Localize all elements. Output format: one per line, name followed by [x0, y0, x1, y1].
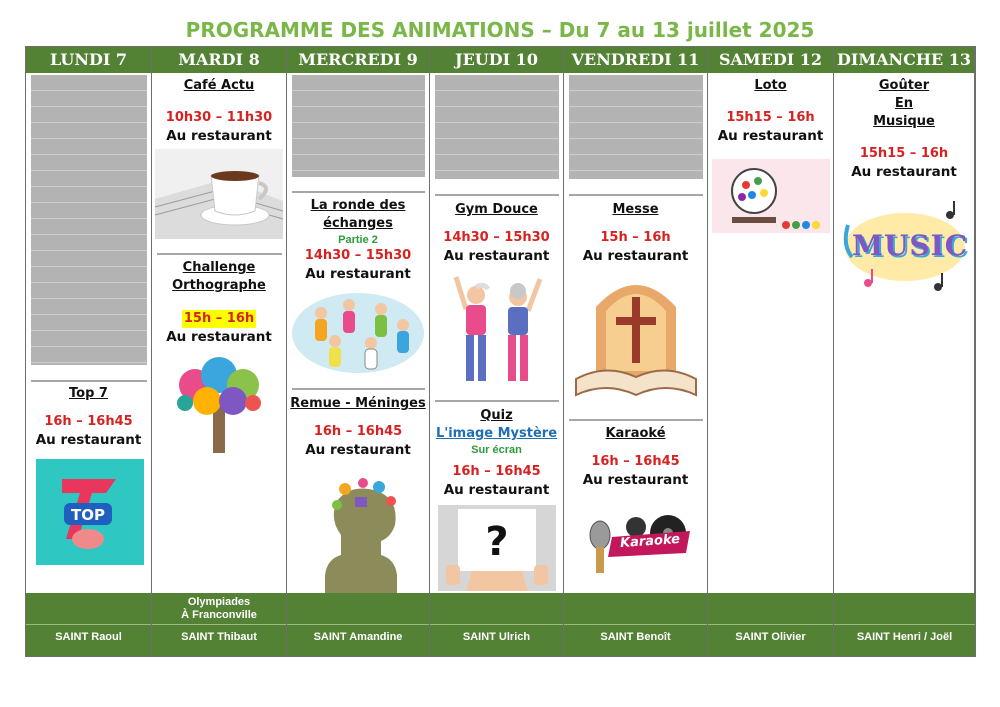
event-subtitle: Sur écran	[471, 444, 522, 456]
event-place: Au restaurant	[166, 329, 272, 345]
event-place: Au restaurant	[582, 248, 689, 264]
separator	[435, 400, 559, 402]
separator	[292, 388, 425, 390]
separator	[569, 194, 703, 196]
saint-name: SAINT Amandine	[313, 631, 403, 643]
event-cafe-actu	[152, 77, 286, 145]
event-loto	[708, 77, 833, 145]
unavailable-block	[31, 75, 147, 365]
saint-name: SAINT Ulrich	[462, 631, 531, 643]
event-gouter-musique	[834, 77, 974, 181]
music-logo-text: MUSIC	[852, 229, 969, 262]
event-quiz	[430, 407, 563, 499]
event-title-line3: Musique	[873, 114, 935, 129]
day-header: SAMEDI 12	[708, 47, 833, 73]
event-title-line2: échanges	[323, 216, 393, 231]
saint-name: SAINT Thibaut	[181, 631, 257, 643]
event-title: Remue - Méninges	[290, 396, 426, 411]
coffee-newspaper-image	[155, 149, 283, 239]
day-header: JEUDI 10	[430, 47, 563, 73]
event-place: Au restaurant	[305, 442, 411, 458]
event-ronde-echanges	[287, 197, 429, 283]
saint-name: SAINT Olivier	[735, 631, 806, 643]
footer-cell-lundi	[26, 593, 152, 656]
event-title-line1: La ronde des	[310, 198, 406, 213]
day-header: MARDI 8	[152, 47, 286, 73]
separator	[435, 194, 559, 196]
separator	[569, 419, 703, 421]
event-time: 16h – 16h45	[591, 454, 680, 469]
event-top7	[26, 385, 151, 449]
lottery-cage-image	[712, 159, 830, 233]
event-time: 16h – 16h45	[452, 464, 541, 479]
event-time: 16h – 16h45	[313, 424, 403, 439]
event-title: Quiz	[480, 408, 513, 423]
day-column-mercredi	[287, 47, 430, 593]
event-time: 10h30 – 11h30	[165, 110, 273, 125]
word-cloud-tree-image	[155, 353, 283, 455]
event-place: Au restaurant	[851, 164, 957, 180]
event-challenge-orthographe	[152, 259, 286, 346]
event-time: 15h15 – 16h	[859, 146, 949, 161]
event-title-line1: Challenge	[182, 260, 256, 275]
event-place: Au restaurant	[166, 128, 272, 144]
event-place: Au restaurant	[443, 248, 550, 264]
day-column-vendredi	[564, 47, 708, 593]
event-place: Au restaurant	[443, 482, 550, 498]
mardi-note-line2: À Franconville	[181, 609, 257, 621]
event-title-line2: En	[894, 96, 914, 111]
day-header: MERCREDI 9	[287, 47, 429, 73]
event-title: Gym Douce	[455, 202, 538, 217]
event-title: Café Actu	[183, 78, 255, 93]
day-column-samedi	[708, 47, 834, 593]
footer-cell-mercredi	[287, 593, 430, 656]
saint-name: SAINT Benoît	[600, 631, 671, 643]
event-time: 15h – 16h	[183, 311, 255, 326]
event-gym-douce	[430, 201, 563, 265]
event-karaoke	[564, 425, 707, 489]
event-time: 14h30 – 15h30	[304, 248, 412, 263]
discussion-group-image	[291, 287, 425, 373]
event-time: 15h – 16h	[600, 230, 671, 245]
mystery-image	[438, 505, 556, 591]
top7-logo	[36, 459, 144, 565]
separator	[31, 380, 147, 382]
separator	[157, 253, 282, 255]
mardi-note	[152, 596, 286, 622]
event-place: Au restaurant	[305, 266, 411, 282]
day-header: DIMANCHE 13	[834, 47, 974, 73]
unavailable-block	[435, 75, 559, 179]
saint-name: SAINT Raoul	[55, 631, 122, 643]
footer-cell-vendredi	[564, 593, 708, 656]
day-header: LUNDI 7	[26, 47, 151, 73]
event-title: Loto	[754, 78, 787, 93]
event-title: Top 7	[69, 386, 108, 401]
page-title: PROGRAMME DES ANIMATIONS – Du 7 au 13 juillet 2025	[185, 18, 815, 42]
mardi-note-line1: Olympiades	[187, 596, 251, 608]
event-title-line2: Orthographe	[172, 278, 266, 293]
event-time: 15h15 – 16h	[726, 110, 815, 125]
event-title-line2: L'image Mystère	[435, 426, 558, 441]
event-time: 14h30 – 15h30	[443, 230, 550, 245]
footer-cell-samedi	[708, 593, 834, 656]
unavailable-block	[569, 75, 703, 179]
footer-cell-jeudi	[430, 593, 564, 656]
separator	[292, 191, 425, 193]
event-subtitle: Partie 2	[338, 234, 378, 246]
seniors-exercise-image	[444, 269, 550, 387]
event-title-line1: Goûter	[878, 78, 930, 93]
day-column-dimanche	[834, 47, 975, 593]
day-column-lundi	[26, 47, 152, 593]
top7-logo-text: TOP	[71, 506, 105, 524]
event-place: Au restaurant	[35, 432, 142, 448]
event-title: Messe	[612, 202, 659, 217]
event-title: Karaoké	[605, 426, 666, 441]
svg-text:?: ?	[485, 519, 509, 565]
event-time: 16h – 16h45	[44, 414, 133, 429]
day-column-jeudi	[430, 47, 564, 593]
event-messe	[564, 201, 707, 265]
saint-name: SAINT Henri / Joël	[856, 631, 953, 643]
event-place: Au restaurant	[582, 472, 689, 488]
music-logo	[838, 195, 972, 301]
schedule-table	[25, 46, 976, 657]
day-header: VENDREDI 11	[564, 47, 707, 73]
event-place: Au restaurant	[717, 128, 824, 144]
unavailable-block	[292, 75, 425, 177]
footer-cell-dimanche	[834, 593, 975, 656]
karaoke-logo-text: Karaoke	[619, 531, 681, 552]
bible-cross-image	[572, 267, 700, 403]
footer-band	[26, 593, 975, 656]
karaoke-logo	[578, 509, 694, 579]
event-remue-meninges	[287, 395, 429, 459]
footer-cell-mardi	[152, 593, 287, 656]
brain-ideas-image	[315, 475, 407, 593]
day-column-mardi	[152, 47, 287, 593]
